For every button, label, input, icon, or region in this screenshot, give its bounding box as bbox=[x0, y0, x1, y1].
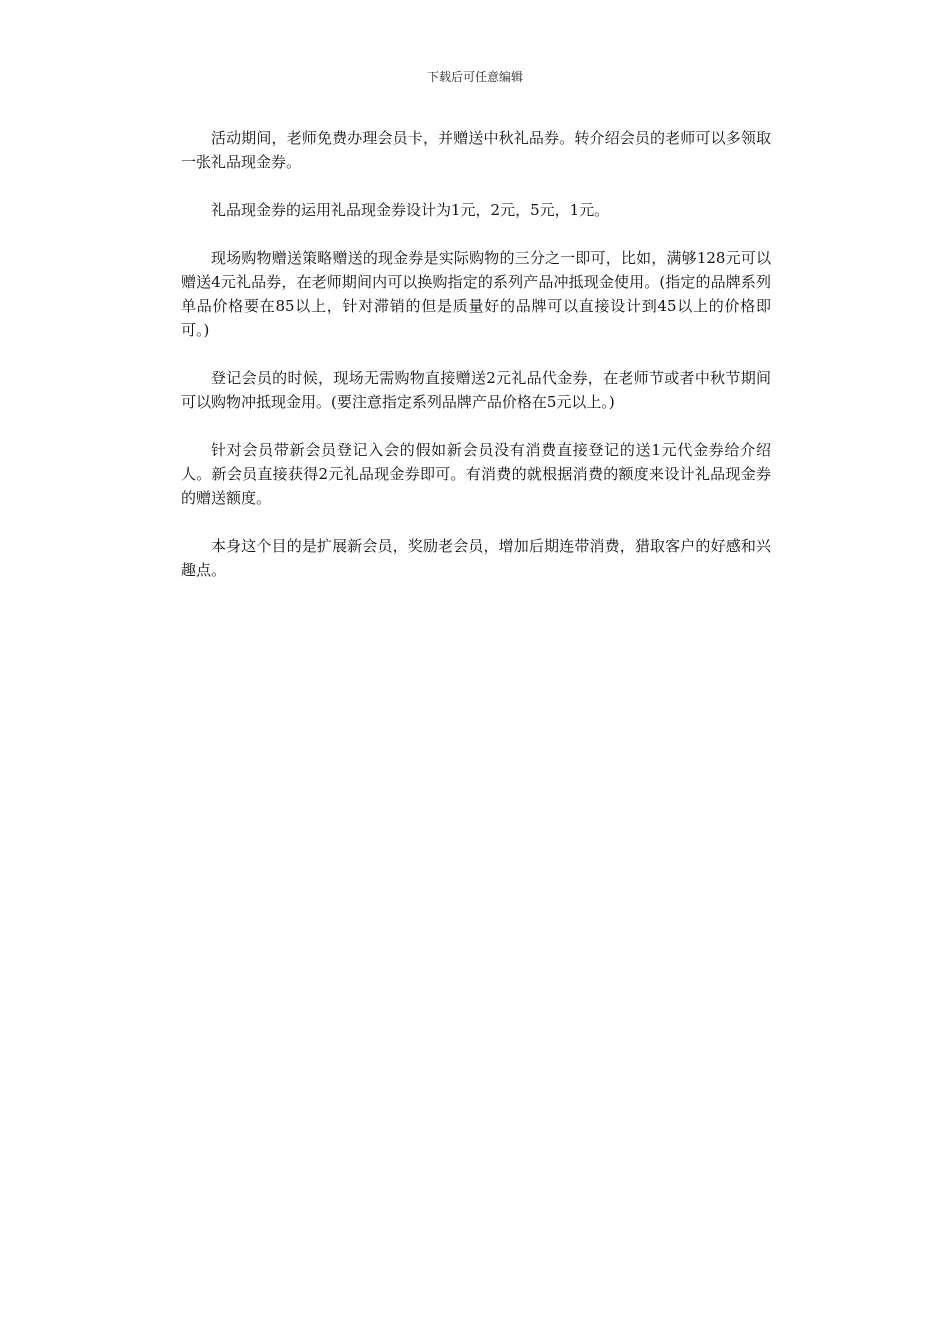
paragraph-registration-gift: 登记会员的时候，现场无需购物直接赠送2元礼品代金券，在老师节或者中秋节期间可以购物冲抵现金用。(要注意指定系列品牌产品价格在5元以上。) bbox=[181, 369, 771, 411]
paragraph-purchase-gift-strategy: 现场购物赠送策略赠送的现金券是实际购物的三分之一即可，比如，满够128元可以赠送4元礼品券，在老师期间内可以换购指定的系列产品冲抵现金使用。(指定的品牌系列单品价格要在85以上，针对滞销的但是质量好的品牌可以直接设计到45以上的价格即可。) bbox=[181, 249, 771, 339]
paragraph-voucher-denominations: 礼品现金券的运用礼品现金券设计为1元，2元，5元，1元。 bbox=[211, 201, 610, 219]
paragraph-purpose: 本身这个目的是扩展新会员，奖励老会员，增加后期连带消费，猎取客户的好感和兴趣点。 bbox=[181, 537, 771, 579]
page-header: 下载后可任意编辑 bbox=[426, 70, 523, 84]
document-body bbox=[181, 126, 771, 606]
paragraph-referral-reward: 针对会员带新会员登记入会的假如新会员没有消费直接登记的送1元代金券给介绍人。新会员直接获得2元礼品现金券即可。有消费的就根据消费的额度来设计礼品现金券的赠送额度。 bbox=[181, 441, 771, 507]
paragraph-activity-period: 活动期间，老师免费办理会员卡，并赠送中秋礼品券。转介绍会员的老师可以多领取一张礼品现金券。 bbox=[181, 129, 771, 171]
